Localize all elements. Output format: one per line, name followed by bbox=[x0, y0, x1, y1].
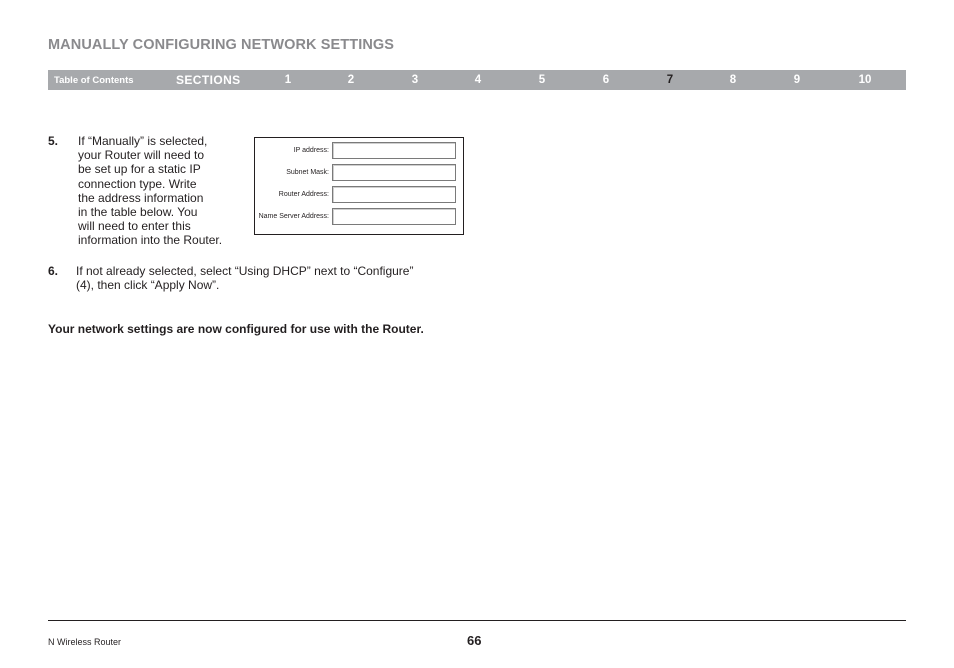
step-line: information into the Router. bbox=[78, 233, 223, 248]
router-address-label: Router Address: bbox=[278, 191, 329, 198]
name-server-address-label: Name Server Address: bbox=[258, 213, 329, 220]
step-line: be set up for a static IP bbox=[78, 162, 201, 177]
section-link-4[interactable]: 4 bbox=[474, 74, 482, 86]
router-address-field[interactable] bbox=[332, 186, 456, 203]
step-line: will need to enter this bbox=[78, 219, 191, 234]
footer-divider bbox=[48, 620, 906, 621]
section-link-2[interactable]: 2 bbox=[347, 74, 355, 86]
form-row-ip-address bbox=[255, 142, 463, 162]
step-text bbox=[78, 134, 258, 248]
step-line: If not already selected, select “Using DHCP” next to “Configure” bbox=[76, 264, 414, 278]
step-line: your Router will need to bbox=[78, 148, 205, 163]
step-line: connection type. Write bbox=[78, 176, 197, 191]
step-line: If “Manually” is selected, bbox=[78, 134, 208, 148]
ip-address-field[interactable] bbox=[332, 142, 456, 159]
conclusion-text: Your network settings are now configured for use with the Router. bbox=[48, 322, 424, 336]
product-name: N Wireless Router bbox=[48, 637, 122, 647]
page-number: 66 bbox=[467, 633, 482, 648]
form-row-router-address bbox=[255, 186, 463, 206]
sections-label: SECTIONS bbox=[176, 73, 241, 87]
section-link-7[interactable]: 7 bbox=[666, 74, 674, 86]
step-line: the address information bbox=[78, 190, 204, 205]
step-number: 6. bbox=[48, 264, 59, 278]
section-link-9[interactable]: 9 bbox=[793, 74, 801, 86]
section-link-6[interactable]: 6 bbox=[602, 74, 610, 86]
step-number: 5. bbox=[48, 134, 59, 148]
section-navbar bbox=[48, 70, 906, 90]
subnet-mask-label: Subnet Mask: bbox=[286, 169, 329, 176]
network-settings-form bbox=[254, 137, 464, 235]
section-link-1[interactable]: 1 bbox=[284, 74, 292, 86]
step-line: in the table below. You bbox=[78, 205, 198, 220]
step-line: (4), then click “Apply Now”. bbox=[76, 278, 220, 293]
form-row-subnet-mask bbox=[255, 164, 463, 184]
name-server-address-field[interactable] bbox=[332, 208, 456, 225]
page-title: MANUALLY CONFIGURING NETWORK SETTINGS bbox=[48, 37, 395, 53]
ip-address-label: IP address: bbox=[293, 147, 329, 154]
section-link-3[interactable]: 3 bbox=[411, 74, 419, 86]
subnet-mask-field[interactable] bbox=[332, 164, 456, 181]
section-link-8[interactable]: 8 bbox=[729, 74, 737, 86]
section-link-5[interactable]: 5 bbox=[538, 74, 546, 86]
step-text bbox=[76, 264, 456, 292]
form-row-name-server-address bbox=[255, 208, 463, 228]
section-link-10[interactable]: 10 bbox=[858, 74, 872, 86]
table-of-contents-link[interactable]: Table of Contents bbox=[54, 75, 134, 86]
